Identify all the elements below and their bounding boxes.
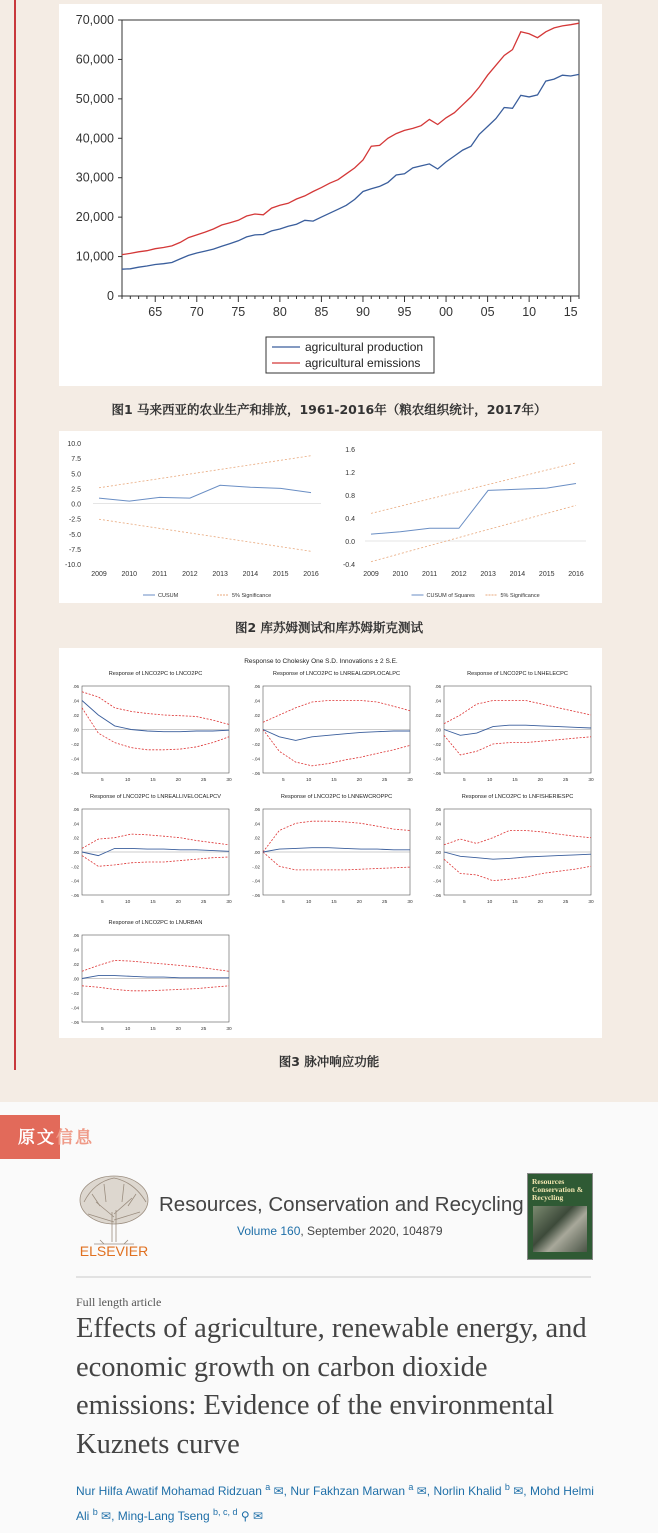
y-tick-label: 0.4 (345, 516, 355, 523)
y-tick-label: -.04 (252, 756, 260, 762)
y-tick-label: .06 (72, 684, 79, 689)
source-tag-part1: 原文 (18, 1128, 56, 1148)
x-tick-label: 25 (200, 1027, 207, 1032)
y-tick-label: 5.0 (71, 471, 81, 479)
y-tick-label: 40,000 (75, 131, 114, 146)
y-tick-label: .00 (72, 976, 79, 982)
y-tick-label: 0.8 (345, 493, 355, 500)
journal-title[interactable]: Resources, Conservation and Recycling (159, 1193, 524, 1216)
x-tick-label: 5 (100, 778, 104, 783)
x-tick-label: 2012 (451, 571, 467, 578)
x-tick-label: 95 (397, 305, 412, 319)
y-tick-label: -.02 (433, 742, 441, 747)
journal-cover-title: Resources Conservation & Recycling (532, 1177, 584, 1202)
y-tick-label: 50,000 (75, 91, 114, 106)
x-tick-label: 5 (100, 900, 104, 905)
elsevier-wordmark: ELSEVIER (79, 1243, 149, 1259)
irf-panel-title: Response of LNCO2PC to LNREALLIVELOCALPCV (90, 794, 221, 800)
x-tick-label: 2016 (568, 571, 584, 578)
author-link[interactable]: Nur Hilfa Awatif Mohamad Ridzuan (76, 1484, 262, 1498)
legend-label: agricultural emissions (305, 356, 421, 370)
y-tick-label: 7.5 (71, 456, 81, 464)
x-tick-label: 25 (562, 900, 569, 905)
author-affiliation[interactable]: b (504, 1482, 510, 1492)
y-tick-label: -.02 (71, 742, 79, 747)
y-tick-label: -.06 (433, 771, 441, 776)
x-tick-label: 30 (226, 1027, 232, 1032)
x-tick-label: 10 (124, 1027, 131, 1032)
y-tick-label: 1.6 (345, 447, 355, 454)
y-tick-label: .06 (434, 684, 441, 689)
x-tick-label: 10 (522, 305, 537, 319)
y-tick-label: 10.0 (67, 441, 81, 448)
y-tick-label: .02 (72, 713, 79, 718)
y-tick-label: .00 (434, 727, 441, 733)
y-tick-label: .02 (434, 835, 441, 841)
author-link[interactable]: Mohd Helmi Ali (76, 1484, 594, 1523)
x-tick-label: 2013 (480, 571, 496, 578)
x-tick-label: 2011 (422, 571, 438, 578)
x-tick-label: 15 (512, 778, 518, 783)
x-tick-label: 20 (175, 1027, 181, 1032)
cusum-line (371, 484, 576, 535)
y-tick-label: -10.0 (65, 562, 81, 569)
x-tick-label: 2014 (509, 571, 526, 578)
source-tag-label (18, 1123, 94, 1148)
y-tick-label: .04 (72, 821, 79, 827)
y-tick-label: 60,000 (75, 52, 114, 67)
x-tick-label: 10 (124, 778, 131, 783)
cusum-line (99, 485, 311, 501)
y-tick-label: .04 (253, 698, 260, 704)
x-tick-label: 15 (331, 900, 337, 905)
figure1-chart (59, 4, 602, 386)
mail-icon[interactable]: ✉ (273, 1484, 284, 1498)
x-tick-label: 2015 (272, 571, 289, 578)
figure1-caption: 图1 马来西亚的农业生产和排放，1961-2016年（粮农组织统计，2017年） (111, 402, 547, 417)
x-tick-label: 80 (272, 305, 287, 319)
x-tick-label: 20 (356, 778, 362, 783)
x-tick-label: 5 (100, 1027, 104, 1032)
mail-icon[interactable]: ✉ (101, 1509, 112, 1523)
y-tick-label: -.06 (71, 1020, 79, 1025)
x-tick-label: 30 (226, 778, 232, 783)
x-tick-label: 90 (356, 305, 370, 319)
x-tick-label: 2014 (242, 571, 259, 578)
x-tick-label: 30 (407, 900, 413, 905)
irf-panel-title: Response of LNCO2PC to LNNEWCROPPC (280, 794, 393, 800)
legend-label: 5% Significance (232, 593, 272, 599)
y-tick-label: -.02 (252, 864, 260, 870)
y-tick-label: -.04 (433, 756, 441, 762)
y-tick-label: 10,000 (75, 249, 114, 264)
x-tick-label: 05 (480, 305, 495, 319)
x-tick-label: 25 (381, 900, 388, 905)
elsevier-logo[interactable] (74, 1172, 154, 1260)
y-tick-label: -.04 (71, 878, 79, 884)
significance-upper (99, 456, 311, 488)
x-tick-label: 10 (124, 900, 131, 905)
author-affiliation[interactable]: a (408, 1482, 414, 1492)
author-affiliation[interactable]: a (265, 1482, 271, 1492)
author-link[interactable]: Nur Fakhzan Marwan (290, 1484, 406, 1498)
author-link[interactable]: Norlin Khalid (433, 1484, 502, 1498)
y-tick-label: -.02 (433, 864, 441, 870)
y-tick-label: .02 (253, 835, 260, 841)
x-tick-label: 30 (588, 900, 594, 905)
figure3-chart (59, 648, 602, 1038)
y-tick-label: -.06 (71, 771, 79, 776)
x-tick-label: 10 (305, 900, 312, 905)
x-tick-label: 85 (314, 305, 329, 319)
y-tick-label: -.04 (433, 878, 441, 884)
author-list: Nur Hilfa Awatif Mohamad Ridzuan $^a$ ✉, Nur Fakhzan Marwan $^a$ ✉, Norlin Khalid $^b$ ✉, Mohd Helmi Ali $^b$ ✉, Ming-Lang Tseng $^{b, c, d}$ ⚲ ✉ (76, 1482, 594, 1523)
mail-icon[interactable]: ✉ (416, 1484, 427, 1498)
x-tick-label: 25 (562, 778, 569, 783)
accent-rule (14, 0, 16, 1070)
x-tick-label: 10 (305, 778, 312, 783)
journal-cover-image (533, 1206, 587, 1252)
y-tick-label: .00 (72, 850, 79, 855)
x-tick-label: 15 (331, 778, 337, 783)
y-tick-label: .00 (72, 727, 79, 733)
x-tick-label: 25 (381, 778, 388, 783)
x-tick-label: 15 (150, 1027, 156, 1032)
x-tick-label: 20 (537, 900, 543, 905)
y-tick-label: 70,000 (75, 13, 114, 27)
x-tick-label: 75 (231, 305, 246, 319)
y-tick-label: .02 (72, 962, 79, 967)
x-tick-label: 15 (150, 900, 156, 905)
x-tick-label: 15 (512, 900, 518, 905)
y-tick-label: -0.4 (342, 562, 355, 569)
x-tick-label: 2013 (212, 571, 228, 578)
mail-icon[interactable]: ✉ (252, 1509, 264, 1523)
figure2-chart (59, 431, 602, 603)
figure3-panel (59, 648, 602, 1038)
y-tick-label: -.06 (252, 771, 260, 776)
y-tick-label: .04 (72, 698, 79, 704)
x-tick-label: 10 (486, 900, 493, 905)
y-tick-label: .02 (434, 713, 441, 718)
x-tick-label: 25 (200, 778, 207, 783)
x-tick-label: 2011 (152, 571, 168, 578)
x-tick-label: 2009 (363, 571, 379, 578)
y-tick-label: .04 (72, 947, 79, 953)
y-tick-label: .04 (434, 698, 441, 704)
figure2-panel (59, 431, 602, 603)
header-divider (76, 1276, 591, 1278)
figure1-panel (59, 4, 602, 386)
y-tick-label: .04 (434, 821, 441, 827)
y-tick-label: -2.5 (68, 516, 81, 524)
x-tick-label: 10 (486, 778, 493, 783)
y-tick-label: .06 (72, 933, 79, 938)
x-tick-label: 2012 (182, 571, 198, 578)
legend-label: CUSUM (158, 593, 179, 599)
y-tick-label: 20,000 (75, 210, 114, 225)
y-tick-label: .02 (253, 713, 260, 718)
y-tick-label: .06 (253, 807, 260, 812)
y-tick-label: -.02 (71, 864, 79, 870)
y-tick-label: .00 (253, 727, 260, 733)
y-tick-label: .06 (253, 684, 260, 689)
irf-panel-title: Response of LNCO2PC to LNURBAN (108, 920, 203, 926)
x-tick-label: 30 (407, 778, 413, 783)
legend-label: agricultural production (305, 340, 424, 354)
x-tick-label: 20 (356, 900, 362, 905)
x-tick-label: 5 (462, 778, 466, 783)
x-tick-label: 25 (200, 900, 207, 905)
y-tick-label: 1.2 (345, 470, 355, 477)
x-tick-label: 30 (588, 778, 594, 783)
x-tick-label: 20 (537, 778, 543, 783)
x-tick-label: 2015 (538, 571, 555, 578)
y-tick-label: -.04 (71, 1005, 79, 1011)
y-tick-label: 0 (107, 289, 114, 303)
y-tick-label: .06 (434, 807, 441, 812)
source-tag-part2: 信息 (56, 1128, 94, 1148)
y-tick-label: -.02 (252, 742, 260, 747)
figure3-caption: 图3 脉冲响应功能 (278, 1054, 380, 1069)
x-tick-label: 5 (281, 778, 285, 783)
y-tick-label: 0.0 (345, 539, 355, 546)
y-tick-label: -.04 (252, 878, 260, 884)
y-tick-label: 0.0 (71, 501, 81, 509)
x-tick-label: 2010 (121, 571, 138, 578)
volume-info (237, 1224, 443, 1238)
volume-link[interactable]: Volume 160 (237, 1224, 301, 1238)
volume-details: , September 2020, 104879 (300, 1224, 443, 1238)
irf-panel-title: Response of LNCO2PC to LNREALGDPLOCALPC (272, 671, 401, 677)
irf-panel-title: Response of LNCO2PC to LNFISHERIESPC (461, 794, 574, 800)
x-tick-label: 2016 (303, 571, 319, 578)
figure3-suptitle: Response to Cholesky One S.D. Innovations ± 2 S.E. (244, 658, 398, 665)
x-tick-label: 15 (150, 778, 156, 783)
x-tick-label: 70 (189, 305, 204, 319)
y-tick-label: .00 (434, 850, 441, 855)
y-tick-label: -.06 (433, 893, 441, 898)
article-type: Full length article (76, 1295, 162, 1309)
y-tick-label: -7.5 (68, 546, 81, 554)
article-title: Effects of agriculture, renewable energy, and economic growth on carbon dioxide emissions: Evidence of the environmental Kuznets curve (76, 1313, 587, 1460)
journal-cover[interactable] (527, 1173, 593, 1260)
y-tick-label: -.02 (71, 991, 79, 996)
y-tick-label: -.04 (71, 756, 79, 762)
mail-icon[interactable]: ✉ (513, 1484, 524, 1498)
x-tick-label: 2010 (392, 571, 409, 578)
significance-lower (99, 519, 311, 551)
legend-label: CUSUM of Squares (426, 593, 475, 599)
x-tick-label: 20 (175, 778, 181, 783)
x-tick-label: 5 (281, 900, 285, 905)
author-affiliation[interactable]: b, c, d (212, 1507, 238, 1517)
significance-lower (371, 505, 576, 561)
person-icon[interactable]: ⚲ (240, 1509, 250, 1523)
y-tick-label: 30,000 (75, 170, 114, 185)
y-tick-label: .02 (72, 835, 79, 841)
x-tick-label: 20 (175, 900, 181, 905)
y-tick-label: .00 (253, 850, 260, 855)
x-tick-label: 00 (439, 305, 454, 319)
legend-label: 5% Significance (500, 593, 540, 599)
y-tick-label: .06 (72, 807, 79, 812)
x-tick-label: 2009 (91, 571, 107, 578)
irf-panel-title: Response of LNCO2PC to LNCO2PC (108, 671, 203, 677)
y-tick-label: 2.5 (71, 486, 81, 494)
y-tick-label: .04 (253, 821, 260, 827)
x-tick-label: 5 (462, 900, 466, 905)
y-tick-label: -.06 (71, 893, 79, 898)
y-tick-label: -5.0 (68, 531, 81, 539)
x-tick-label: 15 (563, 305, 578, 319)
author-affiliation[interactable]: b (92, 1507, 98, 1517)
figure2-caption: 图2 库苏姆测试和库苏姆斯克测试 (234, 620, 424, 635)
x-tick-label: 65 (148, 305, 163, 319)
y-tick-label: -.06 (252, 893, 260, 898)
irf-panel-title: Response of LNCO2PC to LNHELECPC (467, 671, 568, 677)
author-link[interactable]: Ming-Lang Tseng (117, 1509, 210, 1523)
x-tick-label: 30 (226, 900, 232, 905)
